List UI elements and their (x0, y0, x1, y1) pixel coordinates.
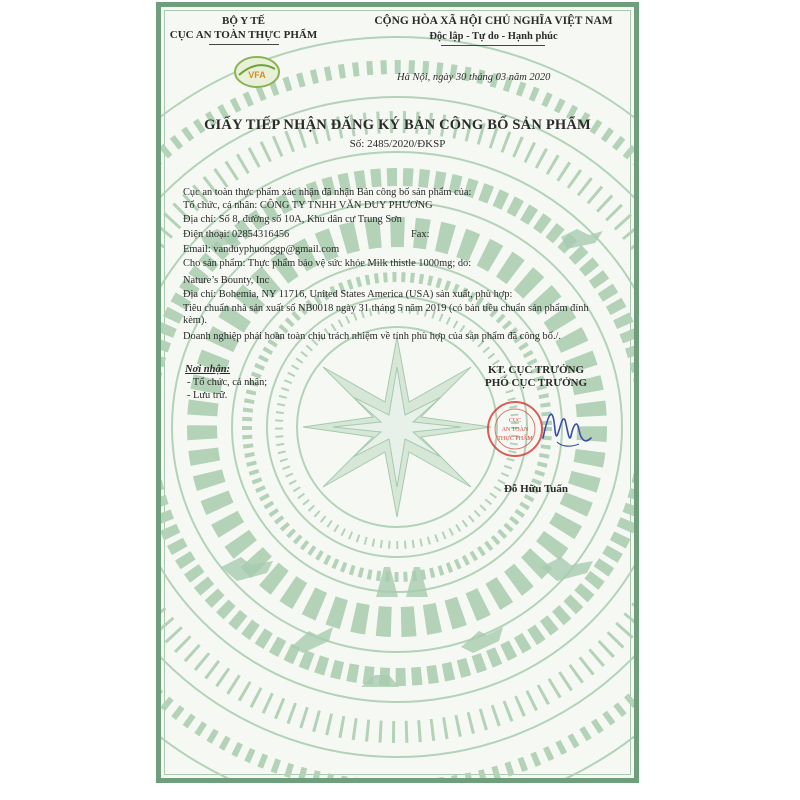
document-number: Số: 2485/2020/ĐKSP (349, 138, 446, 150)
document-title: GIẤY TIẾP NHẬN ĐĂNG KÝ BẢN CÔNG BỐ SẢN PHẨM (204, 117, 591, 133)
signer-title-1: KT. CỤC TRƯỞNG (487, 364, 585, 376)
logo-text: VFA (248, 70, 266, 80)
ministry-name: BỘ Y TẾ (222, 15, 265, 27)
official-stamp-icon (486, 400, 544, 458)
intro-line: Cục an toàn thực phẩm xác nhận đã nhận Bản công bố sản phẩm của: (183, 187, 472, 198)
svg-text:THỰC PHẨM: THỰC PHẨM (497, 436, 533, 442)
address-line: Địa chỉ: Số 8, đường số 10A, Khu dân cư Trung Sơn (183, 214, 402, 225)
svg-text:AN TOÀN: AN TOÀN (501, 427, 529, 433)
place-and-date: Hà Nội, ngày 30 tháng 03 năm 2020 (397, 72, 551, 83)
manufacturer-line: Nature’s Bounty, Inc (183, 275, 270, 286)
national-motto: Độc lập - Tự do - Hạnh phúc (429, 31, 558, 42)
handwritten-signature (539, 400, 595, 460)
responsibility-line: Doanh nghiệp phải hoàn toàn chịu trách nhiệm về tính phù hợp của sản phẩm đã công bố./. (183, 331, 562, 342)
signer-name: Đỗ Hữu Tuấn (503, 483, 569, 495)
recipient-item: - Tổ chức, cá nhân; (187, 377, 268, 388)
signer-title-2: PHÓ CỤC TRƯỞNG (484, 377, 588, 389)
motto-underline (441, 45, 545, 46)
certificate-document (156, 2, 639, 783)
manufacturer-address-line: Địa chỉ: Bohemia, NY 11716, United States America (USA) sản xuất, phù hợp: (183, 289, 513, 300)
republic-name: CỘNG HÒA XÃ HỘI CHỦ NGHĨA VIỆT NAM (374, 15, 613, 27)
phone-line: Điện thoại: 02854316456 (183, 229, 290, 240)
standard-line: Tiêu chuẩn nhà sản xuất số NB0018 ngày 31 tháng 5 năm 2019 (có bản tiêu chuẩn sản phẩm đính kèm). (183, 303, 589, 326)
svg-text:CỤC: CỤC (508, 418, 522, 424)
recipient-item: - Lưu trữ. (187, 390, 228, 401)
vfa-logo-icon (233, 55, 281, 89)
email-line: Email: vanduyphuonggp@gmail.com (183, 244, 340, 255)
agency-underline (209, 44, 279, 45)
product-line: Cho sản phẩm: Thực phẩm bảo vệ sức khỏe Milk thistle 1000mg; do: (183, 258, 472, 269)
organization-line: Tổ chức, cá nhân: CÔNG TY TNHH VĂN DUY PHƯƠNG (183, 200, 433, 211)
fax-line: Fax: (411, 229, 430, 240)
agency-name: CỤC AN TOÀN THỰC PHẨM (169, 29, 318, 41)
recipients-label: Nơi nhận: (185, 364, 231, 375)
